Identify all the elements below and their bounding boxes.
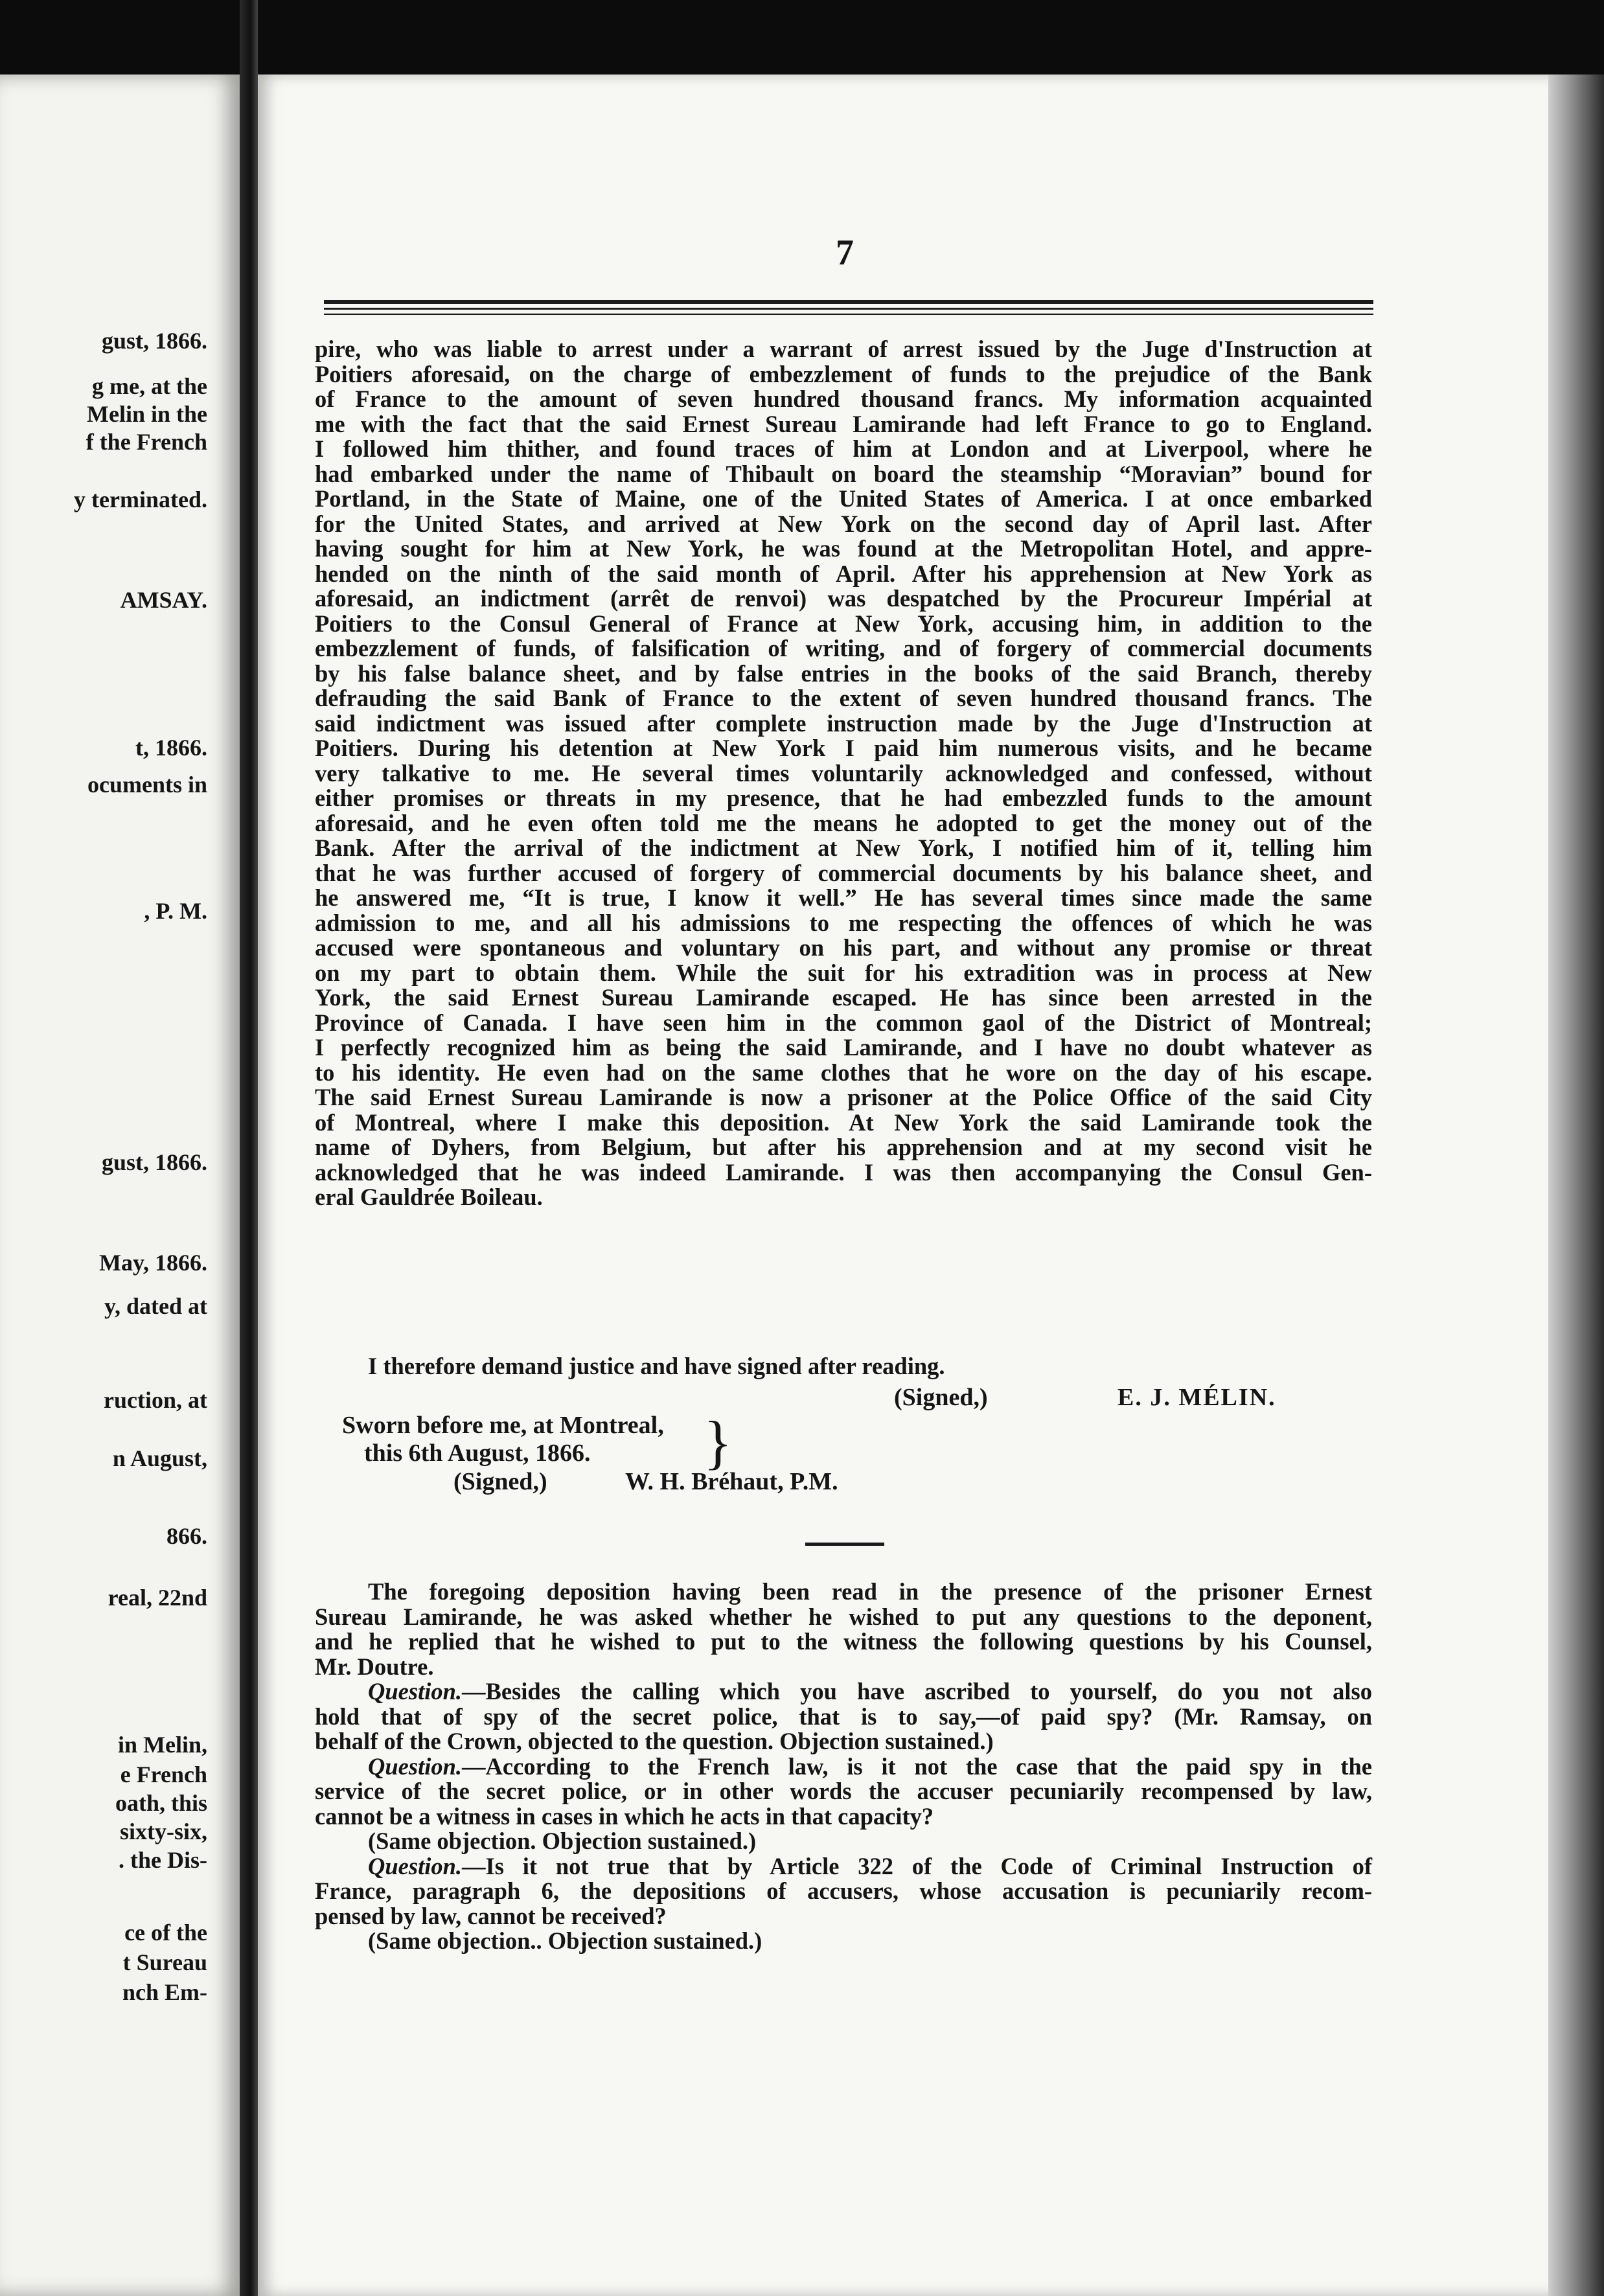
header-rule [324, 308, 1373, 310]
proceedings-line: The foregoing deposition having been read in the presence of the prisoner Ernest [368, 1578, 1372, 1605]
signed-label: (Signed,) [894, 1384, 988, 1411]
deposition-line: of Montreal, where I make this deposition. At New York the said Lamirande took the [315, 1108, 1372, 1136]
left-page-line: e French [120, 1762, 207, 1787]
deposition-line: name of Dyhers, from Belgium, but after his apprehension and at my second visit he [315, 1134, 1372, 1160]
left-page-line: , P. M. [144, 898, 207, 924]
deposition-text [315, 337, 1372, 1210]
deposition-line: I followed him thither, and found traces of him at London and at Liverpool, where he [315, 435, 1372, 462]
deposition-line: for the United States, and arrived at New York on the second day of April last. After [315, 510, 1372, 537]
proceedings-line: hold that of spy of the secret police, that is to say,—of paid spy? (Mr. Ramsay, on [315, 1703, 1372, 1730]
deposition-line: that he was further accused of forgery of commercial documents by his balance sheet, and [315, 859, 1372, 886]
deposition-line: hended on the ninth of the said month of April. After his apprehension at New York as [315, 560, 1372, 587]
deposition-line: had embarked under the name of Thibault on board the steamship “Moravian” bound for [315, 460, 1372, 487]
deposition-line: having sought for him at New York, he was found at the Metropolitan Hotel, and appre- [315, 535, 1372, 562]
left-page-line: y, dated at [104, 1293, 207, 1319]
proceedings-line: Mr. Doutre. [315, 1653, 434, 1680]
deposition-line: to his identity. He even had on the same clothes that he wore on the day of his escape. [315, 1059, 1372, 1086]
deposition-line: Bank. After the arrival of the indictment at New York, I notified him of it, telling him [315, 834, 1372, 861]
left-page-line: May, 1866. [99, 1250, 207, 1276]
deposition-line: accused were spontaneous and voluntary on his part, and without any promise or threat [315, 934, 1372, 961]
left-page-line: t, 1866. [135, 735, 207, 761]
left-page-line: oath, this [115, 1790, 207, 1816]
deposition-line: eral Gauldrée Boileau. [315, 1184, 543, 1210]
deposition-line: by his false balance sheet, and by false entries in the books of the said Branch, thereby [315, 660, 1372, 687]
proceedings-line: Question.—Besides the calling which you have ascribed to yourself, do you not also [368, 1678, 1372, 1705]
proceedings-line: (Same objection. Objection sustained.) [368, 1828, 757, 1854]
left-page-line: sixty-six, [120, 1819, 207, 1844]
left-page-line: AMSAY. [120, 587, 207, 613]
proceedings-line: France, paragraph 6, the depositions of accusers, whose accusation is pecuniarily recom- [315, 1877, 1372, 1904]
deposition-line: Poitiers aforesaid, on the charge of embezzlement of funds to the prejudice of the Bank [315, 360, 1372, 387]
left-page-line: in Melin, [117, 1732, 207, 1758]
left-page-line: ruction, at [104, 1387, 207, 1413]
previous-page [0, 75, 240, 2296]
page-edge-shadow [1548, 75, 1604, 2296]
proceedings-text [315, 1579, 1372, 1954]
left-page-line: t Sureau [122, 1949, 207, 1975]
magistrate-name: W. H. Bréhaut, P.M. [625, 1468, 838, 1495]
left-page-line: Melin in the [87, 401, 207, 427]
page-number: 7 [836, 233, 854, 273]
sworn-signed-label: (Signed,) [453, 1468, 547, 1495]
proceedings-line: pensed by law, cannot be received? [315, 1902, 667, 1929]
left-page-line: n August, [112, 1445, 207, 1471]
deposition-line: admission to me, and all his admissions to me respecting the offences of which he was [315, 909, 1372, 936]
deposition-line: either promises or threats in my presence, that he had embezzled funds to the amount [315, 785, 1372, 811]
proceedings-line: behalf of the Crown, objected to the question. Objection sustained.) [315, 1728, 994, 1754]
left-page-line: gust, 1866. [101, 1149, 207, 1175]
deposition-line: pire, who was liable to arrest under a warrant of arrest issued by the Juge d'Instruction at [315, 336, 1372, 362]
left-page-line: nch Em- [122, 1979, 207, 2005]
left-page-line: ce of the [124, 1920, 207, 1946]
deposition-line: aforesaid, and he even often told me the means he adopted to get the money out of the [315, 809, 1372, 836]
question-label: Question. [368, 1752, 463, 1780]
proceedings-line: and he replied that he wished to put to the witness the following questions by his Counsel, [315, 1628, 1372, 1655]
deposition-line: aforesaid, an indictment (arrêt de renvoi) was despatched by the Procureur Impérial at [315, 585, 1372, 612]
left-page-line: y terminated. [74, 487, 207, 512]
proceedings-line: (Same objection.. Objection sustained.) [368, 1927, 762, 1954]
deposition-line: Province of Canada. I have seen him in the common gaol of the District of Montreal; [315, 1009, 1372, 1036]
left-page-line: . the Dis- [119, 1847, 207, 1873]
deposition-line: I perfectly recognized him as being the said Lamirande, and I have no doubt whatever as [315, 1034, 1372, 1061]
closing-text: I therefore demand justice and have signed after reading. [368, 1353, 945, 1379]
deposition-line: York, the said Ernest Sureau Lamirande escaped. He has since been arrested in the [315, 984, 1372, 1011]
question-label: Question. [368, 1678, 463, 1705]
deposition-line: very talkative to me. He several times voluntarily acknowledged and confessed, without [315, 759, 1372, 786]
left-page-line: gust, 1866. [101, 328, 207, 354]
section-divider [805, 1543, 884, 1546]
proceedings-line: Question.—Is it not true that by Article 322 of the Code of Criminal Instruction of [368, 1852, 1372, 1879]
sworn-line-2: this 6th August, 1866. [364, 1440, 591, 1467]
closing-line [315, 1354, 1372, 1379]
deposition-line: The said Ernest Sureau Lamirande is now a prisoner at the Police Office of the said City [315, 1084, 1372, 1110]
deposition-line: Portland, in the State of Maine, one of the United States of America. I at once embarked [315, 485, 1372, 512]
deposition-line: on my part to obtain them. While the suit for his extradition was in process at New [315, 959, 1372, 986]
deposition-line: embezzlement of funds, of falsification of writing, and of forgery of commercial documents [315, 635, 1372, 661]
header-rule [324, 314, 1373, 315]
proceedings-line: cannot be a witness in cases in which he acts in that capacity? [315, 1802, 934, 1830]
signer-name: E. J. MÉLIN. [1117, 1384, 1276, 1411]
book-gutter [240, 0, 258, 2296]
left-page-line: g me, at the [92, 373, 207, 399]
deposition-line: he answered me, “It is true, I know it well.” He has several times since made the same [315, 884, 1372, 911]
deposition-line: said indictment was issued after complete instruction made by the Juge d'Instruction at [315, 709, 1372, 737]
proceedings-line: service of the secret police, or in other words the accuser pecuniarily recompensed by law, [315, 1778, 1372, 1804]
proceedings-line: Sureau Lamirande, he was asked whether he wished to put any questions to the deponent, [315, 1603, 1372, 1630]
deposition-line: acknowledged that he was indeed Lamirande. I was then accompanying the Consul Gen- [315, 1158, 1372, 1186]
header-rule [324, 300, 1373, 304]
deposition-line: Poitiers to the Consul General of France at New York, accusing him, in addition to the [315, 610, 1372, 637]
brace-glyph: } [704, 1409, 733, 1475]
question-label: Question. [368, 1852, 463, 1879]
deposition-line: me with the fact that the said Ernest Sureau Lamirande had left France to go to England. [315, 410, 1372, 437]
left-page-line: ocuments in [87, 772, 207, 798]
deposition-line: of France to the amount of seven hundred thousand francs. My information acquainted [315, 385, 1372, 412]
left-page-line: f the French [86, 429, 207, 455]
deposition-line: Poitiers. During his detention at New York I paid him numerous visits, and he became [315, 735, 1372, 761]
left-page-line: real, 22nd [108, 1585, 207, 1611]
deposition-line: defrauding the said Bank of France to the extent of seven hundred thousand francs. The [315, 685, 1372, 711]
sworn-line-1: Sworn before me, at Montreal, [342, 1412, 664, 1439]
left-page-line: 866. [166, 1523, 207, 1549]
proceedings-line: Question.—According to the French law, is it not the case that the paid spy in the [368, 1752, 1372, 1780]
